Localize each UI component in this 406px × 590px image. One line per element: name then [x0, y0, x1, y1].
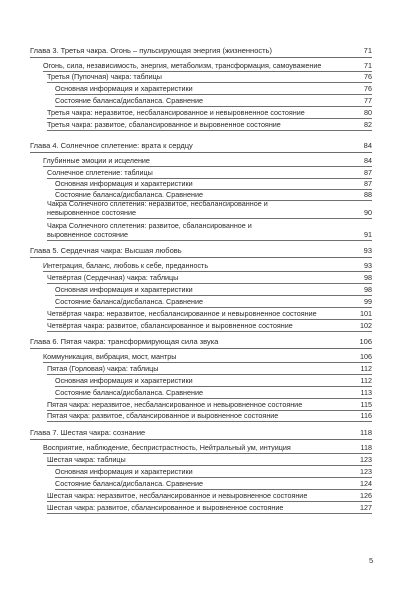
toc-entry — [30, 156, 372, 165]
entry-rule — [55, 94, 372, 95]
entry-page: 91 — [364, 230, 372, 239]
entry-rule — [43, 362, 372, 363]
entry-text: Состояние баланса/дисбаланса. Сравнение — [55, 96, 204, 105]
toc-entry — [30, 503, 372, 512]
toc-entry — [30, 96, 372, 105]
entry-rule — [55, 295, 372, 296]
entry-rule — [43, 166, 372, 167]
entry-text: Четвёртая чакра: неразвитое, несбалансированное и невыровненное состояние — [47, 309, 317, 318]
chapter-page: 93 — [363, 246, 372, 255]
entry-text: Чакра Солнечного сплетения: неразвитое, несбалансированное и невыровненное состояние — [47, 199, 268, 217]
toc-entry — [30, 491, 372, 500]
chapter-rule — [30, 348, 372, 349]
toc-entry — [30, 467, 372, 476]
entry-text: Интеграция, баланс, любовь к себе, преданность — [43, 261, 209, 270]
entry-page: 98 — [364, 285, 372, 294]
entry-rule — [47, 218, 372, 219]
chapter-rule — [30, 57, 372, 58]
chapter-title: Глава 4. Солнечное сплетение: врата к сердцу — [30, 141, 193, 150]
entry-page: 82 — [364, 120, 372, 129]
entry-page: 124 — [360, 479, 372, 488]
entry-rule — [47, 283, 372, 284]
entry-text: Основная информация и характеристики — [55, 84, 193, 93]
entry-text: Шестая чакра: неразвитое, несбалансированное и невыровненное состояние — [47, 491, 308, 500]
entry-text: Основная информация и характеристики — [55, 285, 193, 294]
toc-entry — [30, 400, 372, 409]
entry-text: Пятая чакра: неразвитое, несбалансированное и невыровненное состояние — [47, 400, 303, 409]
entry-rule — [47, 331, 372, 332]
entry-text: Состояние баланса/дисбаланса. Сравнение — [55, 190, 204, 199]
toc-entry — [30, 455, 372, 464]
entry-text: Четвёртая чакра: развитое, сбалансированное и выровненное состояние — [47, 321, 293, 330]
entry-rule — [47, 319, 372, 320]
entry-rule — [55, 477, 372, 478]
toc-entry — [30, 72, 372, 81]
entry-rule — [47, 501, 372, 502]
toc-entry — [30, 179, 372, 188]
entry-page: 98 — [364, 273, 372, 282]
toc-entry — [30, 309, 372, 318]
entry-rule — [47, 82, 372, 83]
entry-page: 87 — [364, 168, 372, 177]
chapter-title: Глава 5. Сердечная чакра: Высшая любовь — [30, 246, 182, 255]
toc-entry — [30, 376, 372, 385]
entry-rule — [47, 118, 372, 119]
entry-text: Основная информация и характеристики — [55, 467, 193, 476]
entry-page: 123 — [360, 467, 372, 476]
entry-rule — [47, 421, 372, 422]
entry-rule — [55, 386, 372, 387]
toc-entry — [30, 352, 372, 361]
entry-rule — [43, 271, 372, 272]
toc-entry — [30, 411, 372, 420]
entry-text: Восприятие, наблюдение, беспристрастность, Нейтральный ум, интуиция — [43, 443, 291, 452]
toc-entry — [30, 84, 372, 93]
entry-text: Основная информация и характеристики — [55, 376, 193, 385]
entry-page: 102 — [360, 321, 372, 330]
chapter-page: 106 — [359, 337, 372, 346]
toc-entry — [30, 190, 372, 199]
toc-entry — [30, 364, 372, 373]
entry-text: Солнечное сплетение: таблицы — [47, 168, 153, 177]
entry-text: Третья чакра: неразвитое, несбалансированное и невыровненное состояние — [47, 108, 305, 117]
entry-text: Глубинные эмоции и исцеление — [43, 156, 150, 165]
entry-page: 127 — [360, 503, 372, 512]
toc-entry — [30, 120, 372, 129]
entry-page: 123 — [360, 455, 372, 464]
chapter-title: Глава 7. Шестая чакра: сознание — [30, 428, 146, 437]
entry-page: 126 — [360, 491, 372, 500]
toc-entry — [30, 168, 372, 177]
toc-entry — [30, 388, 372, 397]
entry-page: 90 — [364, 208, 372, 217]
entry-page: 99 — [364, 297, 372, 306]
entry-text: Чакра Солнечного сплетения: развитое, сбалансированное и выровненное состояние — [47, 221, 252, 239]
chapter-page: 118 — [360, 428, 372, 437]
entry-page: 71 — [364, 61, 372, 70]
entry-page: 80 — [364, 108, 372, 117]
entry-rule — [47, 374, 372, 375]
entry-text: Пятая (Горловая) чакра: таблицы — [47, 364, 159, 373]
toc-entry — [30, 443, 372, 452]
entry-page: 112 — [360, 376, 372, 385]
chapter-page: 71 — [363, 46, 372, 55]
entry-page: 88 — [364, 190, 372, 199]
entry-text: Основная информация и характеристики — [55, 179, 193, 188]
toc-entry — [30, 321, 372, 330]
entry-page: 93 — [364, 261, 372, 270]
chapter-title: Глава 6. Пятая чакра: трансформирующая сила звука — [30, 337, 219, 346]
entry-rule — [55, 489, 372, 490]
chapter-rule — [30, 152, 372, 153]
entry-rule — [47, 130, 372, 131]
entry-text: Третья чакра: развитое, сбалансированное и выровненное состояние — [47, 120, 281, 129]
chapter-page: 84 — [363, 141, 372, 150]
toc-entry — [30, 108, 372, 117]
toc-entry — [30, 221, 372, 239]
entry-page: 112 — [360, 364, 372, 373]
entry-page: 118 — [360, 443, 372, 452]
page-number: 5 — [369, 556, 374, 565]
entry-text: Шестая чакра: таблицы — [47, 455, 126, 464]
entry-text: Коммуникация, вибрация, мост, мантры — [43, 352, 177, 361]
toc-entry — [30, 273, 372, 282]
entry-rule — [55, 106, 372, 107]
entry-rule — [47, 240, 372, 241]
entry-rule — [55, 307, 372, 308]
entry-page: 76 — [364, 84, 372, 93]
entry-rule — [47, 465, 372, 466]
entry-page: 84 — [364, 156, 372, 165]
entry-rule — [47, 513, 372, 514]
entry-rule — [43, 453, 372, 454]
toc-entry — [30, 261, 372, 270]
entry-page: 115 — [360, 400, 372, 409]
entry-text: Состояние баланса/дисбаланса. Сравнение — [55, 388, 204, 397]
entry-page: 106 — [360, 352, 372, 361]
entry-text: Состояние баланса/дисбаланса. Сравнение — [55, 479, 204, 488]
toc-entry — [30, 297, 372, 306]
toc-entry — [30, 479, 372, 488]
toc-entry — [30, 61, 372, 70]
chapter-rule — [30, 257, 372, 258]
toc-entry — [30, 199, 372, 217]
entry-text: Пятая чакра: развитое, сбалансированное и выровненное состояние — [47, 411, 279, 420]
entry-page: 87 — [364, 179, 372, 188]
entry-page: 116 — [360, 411, 372, 420]
entry-rule — [55, 398, 372, 399]
toc-entry — [30, 285, 372, 294]
entry-text: Шестая чакра: развитое, сбалансированное и выровненное состояние — [47, 503, 284, 512]
chapter-rule — [30, 439, 372, 440]
entry-text: Третья (Пупочная) чакра: таблицы — [47, 72, 162, 81]
entry-page: 101 — [360, 309, 372, 318]
entry-page: 76 — [364, 72, 372, 81]
entry-text: Четвёртая (Сердечная) чакра: таблицы — [47, 273, 179, 282]
chapter-title: Глава 3. Третья чакра. Огонь – пульсирующая энергия (жизненность) — [30, 46, 272, 55]
entry-text: Огонь, сила, независимость, энергия, метаболизм, трансформация, самоуважение — [43, 61, 322, 70]
entry-text: Состояние баланса/дисбаланса. Сравнение — [55, 297, 204, 306]
entry-page: 77 — [364, 96, 372, 105]
entry-page: 113 — [360, 388, 372, 397]
